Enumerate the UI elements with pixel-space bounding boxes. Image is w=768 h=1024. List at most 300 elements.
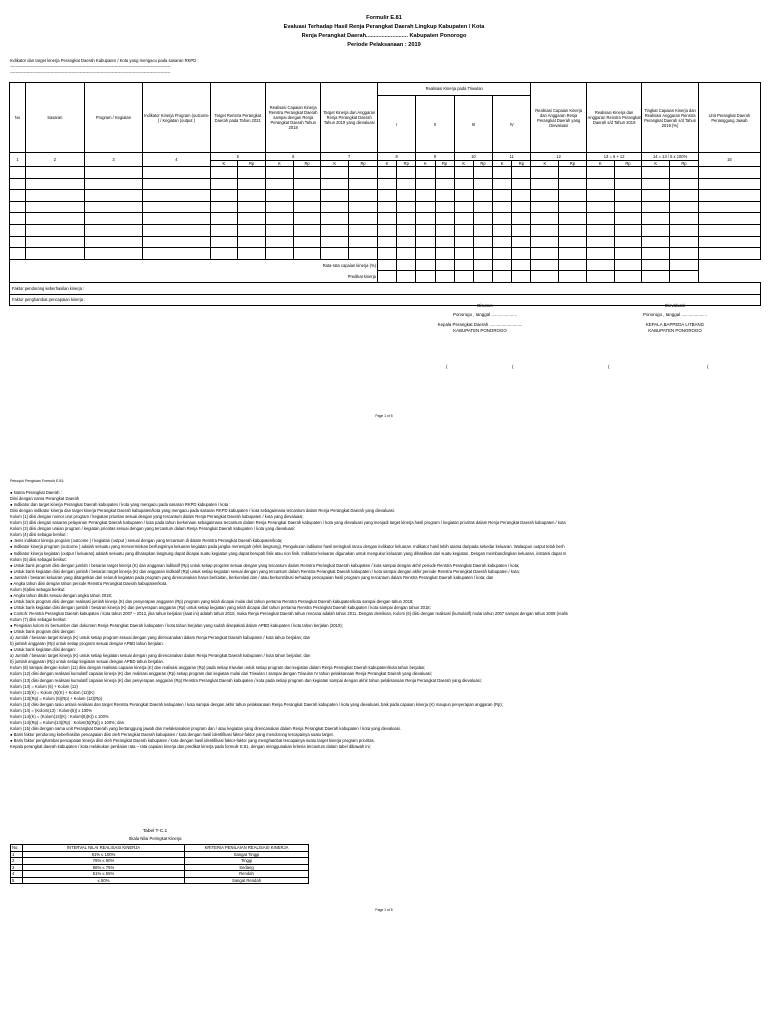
table-cell: [26, 190, 85, 202]
table-cell: [531, 201, 559, 213]
table-cell: [614, 167, 642, 179]
table-cell: [349, 248, 378, 260]
guide-line: a) Jumlah / besaran target kinerja (K) untuk setiap program sesuai dengan yang direncanakan dalam Renja Perangkat Daerah kabupaten / kota tahun berjalan; dan: [10, 635, 311, 641]
rata-rata-cell: [473, 259, 492, 271]
table-cell: [349, 201, 378, 213]
table-cell: [559, 190, 587, 202]
rp-label: Rp: [614, 161, 642, 167]
table-cell: [349, 213, 378, 225]
table-cell: [614, 248, 642, 260]
table-cell: [435, 178, 454, 190]
col-num: 3: [84, 153, 143, 167]
table-cell: [321, 213, 349, 225]
header-indikator: Indikator Kinerja Program (outcome ) / Kegiatan (output ): [143, 83, 210, 153]
table-cell: [84, 248, 143, 260]
table-cell: [349, 190, 378, 202]
table-cell: [670, 190, 699, 202]
table-cell: [493, 190, 512, 202]
header-tw2: II: [416, 96, 454, 152]
table-cell: [473, 248, 492, 260]
sig-kepala-right: KEPALA BAPPEDA LITBANG: [645, 322, 705, 327]
skala-no: 3: [11, 864, 23, 871]
k-label: K: [265, 161, 293, 167]
table-cell: [293, 190, 321, 202]
predikat-cell: [473, 271, 492, 283]
table-cell: [397, 201, 416, 213]
predikat-cell: [512, 271, 531, 283]
table-cell: [349, 178, 378, 190]
skala-row: [11, 877, 309, 884]
guide-line: ● Untuk baris kegiatan diisi dengan:: [10, 647, 76, 653]
header-target-renstra: Target Renstra Perangkat Daerah pada Tahun 2021: [210, 83, 265, 153]
table-cell: [377, 248, 396, 260]
col-num: 13 = 6 + 12: [586, 153, 641, 161]
table-cell: [531, 224, 559, 236]
table-cell: [670, 236, 699, 248]
skala-h-interval: INTERVAL NILAI REALISASI KINERJA: [23, 845, 185, 852]
table-cell: [435, 167, 454, 179]
col-num: 4: [143, 153, 210, 167]
skala-body: [11, 851, 309, 884]
table-cell: [84, 190, 143, 202]
guide-line: ● Untuk baris program diisi dengan realisasi jumlah kinerja (K) dan penyerapan anggaran (Rp) program yang telah dicapai mulai dari tahun pertama Renstra Perangkat Daerah kabupaten/kota sampai dengan tahun 2018;: [10, 598, 414, 604]
table-cell: [265, 236, 293, 248]
guide-line: Kolom (15) diisi dengan nama unit Perangkat Daerah yang bertanggung jawab dan melaksanakan program dan / atau kegiatan yang direncanakan dalam Renja Perangkat Daerah kabupaten / kota yang dievaluasi.: [10, 725, 401, 731]
table-cell: [473, 236, 492, 248]
table-cell: [435, 213, 454, 225]
table-cell: [210, 178, 238, 190]
guide-line: ● Baris faktor pendorong keberhasilan pencapaian diisi oleh Perangkat Daerah kabupaten / kota dengan hasil identifikasi faktor-faktor yang mendorong tercapainya suatu target.: [10, 731, 334, 737]
rata-rata-cell: [614, 259, 642, 271]
table-cell: [454, 248, 473, 260]
rata-rata-cell: [642, 259, 670, 271]
table-cell: [210, 248, 238, 260]
skala-h-kriteria: KRITERIA PENILAIAN REALISASI KINERJA: [185, 845, 309, 852]
rata-rata-blank: [698, 259, 760, 271]
table-cell: [512, 201, 531, 213]
table-cell: [559, 224, 587, 236]
table-row: [10, 167, 761, 179]
header-tw3: III: [455, 96, 493, 152]
table-body: [10, 167, 761, 260]
rata-rata-cell: [416, 259, 435, 271]
form-title: Evaluasi Terhadap Hasil Renja Perangkat Daerah Lingkup Kabupaten / Kota: [283, 24, 485, 30]
guide-line: ● Untuk baris program diisi dengan:: [10, 629, 76, 635]
table-cell: [143, 248, 210, 260]
col-num: 9: [416, 153, 454, 161]
skala-h-no: No.: [11, 845, 23, 852]
guide-line: ● Nama Perangkat Daerah :: [10, 490, 62, 496]
predikat-label: Predikat kinerja: [10, 271, 378, 283]
predikat-blank: [698, 271, 760, 283]
col-num: 1: [10, 153, 26, 167]
table-cell: [614, 236, 642, 248]
table-cell: [377, 201, 396, 213]
guide-title: Petunjuk Pengisian Formulir E.81:: [10, 479, 65, 483]
k-label: K: [642, 161, 670, 167]
predikat-cell: [531, 271, 559, 283]
table-row: [10, 190, 761, 202]
table-cell: [559, 213, 587, 225]
skala-kriteria: Tinggi: [185, 858, 309, 865]
rata-rata-cell: [377, 259, 396, 271]
table-cell: [493, 167, 512, 179]
table-cell: [586, 248, 614, 260]
header-tingkat-capaian: Tingkat Capaian Kinerja dan Realisasi Anggaran Renstra Perangkat Daerah s/d Tahun 2019 (%): [642, 83, 699, 153]
predikat-cell: [397, 271, 416, 283]
guide-line: Kepala perangkat daerah kabupaten / kota melakukan penilaian rata – rata capaian kinerja dan predikat kinerja pada formulir E.81, dengan menggunakan kriteria tercantum dalam tabel dibawah ini;: [10, 744, 371, 750]
table-row: [10, 248, 761, 260]
table-cell: [435, 190, 454, 202]
table-cell: [531, 248, 559, 260]
guide-line: Kolom (2) diisi dengan sasaran pelayanan Perangkat Daerah kabupaten / kota pada tahun berkenaan sebagaimana tercantum dalam Renja Perangkat Daerah kabupaten / kota yang dievaluasi yang menjadi target kinerja hasil program / kegiatan prioritas dalam Renja Perangkat Daerah kabupaten / kota: [10, 520, 566, 526]
table-cell: [10, 236, 26, 248]
header-tw4: IV: [509, 121, 514, 127]
rp-label: Rp: [670, 161, 699, 167]
k-label: K: [210, 161, 238, 167]
col-num: 7: [321, 153, 378, 161]
guide-line: b) jumlah anggaran (Rp) untuk setiap program sesuai dengan APBD tahun berjalan.: [10, 641, 164, 647]
rp-label: Rp: [435, 161, 454, 167]
form-header: [0, 14, 768, 50]
table-cell: [559, 236, 587, 248]
guide-line: Kolom (8) sampai dengan kolom (11) diisi dengan realisasi capaian kinerja (K) dan realisasi anggaran (Rp) pada setiap triwulan untuk setiap program dan kegiatan dalam Renja Perangkat Daerah kabupaten/kota tahun berjalan;: [10, 665, 426, 671]
guide-line: ● Untuk baris kegiatan diisi dengan jumlah / besaran target kinerja (K) dan anggaran indikatif (Rp) untuk setiap kegiatan sesuai dengan yang tercantum dalam Renstra Perangkat Daerah kabupaten / kota sampai dengan akhir periode Renstra Perangkat Daerah kabupaten / kota;: [10, 568, 520, 574]
table-cell: [377, 167, 396, 179]
table-cell: [265, 224, 293, 236]
skala-no: 1: [11, 851, 23, 858]
table-cell: [238, 167, 266, 179]
table-cell: [397, 178, 416, 190]
sig-dievaluasi: Dievaluasi: [664, 303, 686, 308]
guide-line: Kolom (13) = Kolom (6) + Kolom (12): [10, 683, 78, 689]
table-cell: [143, 224, 210, 236]
sig-bracket-right-end: (: [707, 364, 709, 369]
sig-kab-right: KABUPATEN PONOROGO: [648, 328, 702, 333]
guide-line: ● Baris faktor penghambat pencapaian kinerja diisi oleh Perangkat Daerah kabupaten / kota dengan hasil identifikasi faktor-faktor yang menghambat tercapainya suatu target kinerja program prioritas.: [10, 737, 375, 743]
page-number: Page 1 of 5: [375, 908, 393, 912]
table-cell: [531, 167, 559, 179]
table-cell: [642, 178, 670, 190]
table-cell: [210, 224, 238, 236]
intro-dashes: -------------------------------------------------------------------------------------------------------------------: [10, 64, 171, 69]
col-num: 10: [454, 153, 492, 161]
skala-no: 5: [11, 877, 23, 884]
table-cell: [397, 248, 416, 260]
table-cell: [238, 213, 266, 225]
table-cell: [531, 213, 559, 225]
table-cell: [512, 248, 531, 260]
table-cell: [416, 248, 435, 260]
rp-label: Rp: [512, 161, 531, 167]
table-cell: [377, 224, 396, 236]
k-label: K: [586, 161, 614, 167]
sig-bracket-left: (: [446, 364, 448, 369]
table-cell: [416, 213, 435, 225]
header-target-2019: Target Kinerja dan Anggaran Renja Perangkat Daerah Tahun 2019 yang dievaluasi: [321, 83, 378, 153]
table-cell: [642, 236, 670, 248]
rata-rata-cell: [586, 259, 614, 271]
col-num: 11: [493, 153, 531, 161]
sig-tanggal-right: Ponorogo , tanggal .....................: [643, 312, 707, 317]
table-cell: [435, 201, 454, 213]
table-cell: [435, 224, 454, 236]
table-cell: [238, 190, 266, 202]
table-cell: [698, 213, 760, 225]
table-cell: [210, 201, 238, 213]
table-cell: [454, 178, 473, 190]
table-row: [10, 178, 761, 190]
table-cell: [698, 190, 760, 202]
evaluation-table: [9, 82, 761, 306]
table-cell: [698, 248, 760, 260]
table-cell: [698, 201, 760, 213]
table-row: [10, 236, 761, 248]
table-cell: [349, 224, 378, 236]
rata-rata-cell: [397, 259, 416, 271]
col-num: 15: [698, 153, 760, 167]
table-cell: [143, 167, 210, 179]
sig-tanggal-left: Ponorogo , tanggal .....................: [453, 312, 517, 317]
faktor-pendorong-row: [10, 282, 761, 294]
table-cell: [512, 190, 531, 202]
predikat-cell: [642, 271, 670, 283]
k-label: K: [377, 161, 396, 167]
guide-line: Kolom (12) diisi dengan realisasi kumulatif capaian kinerja (K) dan realisasi anggaran (Rp) setiap program dan kegiatan mulai dari Triwulan I sampai dengan Triwulan IV tahun pelaksanaan Renja Perangkat Daerah yang dievaluasi;: [10, 671, 432, 677]
table-cell: [454, 236, 473, 248]
table-cell: [493, 236, 512, 248]
table-cell: [698, 178, 760, 190]
table-cell: [10, 201, 26, 213]
table-cell: [84, 178, 143, 190]
header-triwulan: Realisasi Kinerja pada Triwulan: [378, 83, 531, 96]
table-cell: [670, 167, 699, 179]
signature-left-office: [400, 320, 560, 335]
table-cell: [26, 213, 85, 225]
header-realisasi-capaian: Realisasi Capaian Kinerja Renstra Perangkat Daerah sampai dengan Renja Perangkat Daerah Tahun 2018: [265, 83, 320, 153]
table-cell: [143, 213, 210, 225]
table-cell: [10, 167, 26, 179]
table-cell: [265, 248, 293, 260]
table-cell: [349, 167, 378, 179]
predikat-row: [10, 271, 761, 283]
guide-line: ● Indikator dan target kinerja Perangkat Daerah kabupaten / kota yang mengacu pada sasaran RKPD kabupaten / kota :: [10, 502, 231, 508]
table-cell: [454, 190, 473, 202]
header-realisasi-renja: Realisasi Capaian Kinerja dan Anggaran Renja Perangkat Daerah yang Dievaluasi: [531, 83, 586, 153]
guide-line: ● Untuk baris program diisi dengan jumlah / besaran target kinerja (K) dan anggaran indikatif (Rp) untuk setiap program sesuai dengan yang tercantum dalam Renstra Perangkat Daerah kabupaten / kota sampai dengan akhir periode Renstra Perangkat Daerah kabupaten / kota;: [10, 562, 520, 568]
guide-line: Diisi dengan indikator kinerja dan target kinerja Perangkat Daerah kabupaten/kota yang mengacu pada sasaran RKPD kabupaten / kota sebagaimana tercantum dalam Renja Perangkat Daerah yang dievaluasi.: [10, 508, 395, 514]
predikat-cell: [416, 271, 435, 283]
skala-subtitle: Skala Nilai Peringkat Kinerja: [128, 836, 182, 841]
signature-right: [590, 301, 760, 319]
rata-rata-cell: [670, 259, 699, 271]
header-unit: Unit Perangkat Daerah Penanggung Jawab: [698, 83, 760, 153]
rp-label: Rp: [238, 161, 266, 167]
table-cell: [210, 190, 238, 202]
table-cell: [586, 201, 614, 213]
table-cell: [265, 190, 293, 202]
table-cell: [670, 213, 699, 225]
table-cell: [238, 248, 266, 260]
table-cell: [512, 213, 531, 225]
sig-kab-left: KABUPATEN PONOROGO: [453, 328, 507, 333]
table-cell: [321, 248, 349, 260]
rp-label: Rp: [397, 161, 416, 167]
k-label: K: [493, 161, 512, 167]
table-cell: [586, 190, 614, 202]
rata-rata-cell: [512, 259, 531, 271]
table-cell: [377, 236, 396, 248]
col-num: 14 = 13 / 5 x 100%: [642, 153, 699, 161]
table-cell: [10, 190, 26, 202]
rata-rata-label: Rata-rata capaian kinerja (%): [10, 259, 378, 271]
table-cell: [559, 248, 587, 260]
form-subtitle: Renja Perangkat Daerah........................... Kabupaten Ponorogo: [301, 33, 467, 39]
predikat-cell: [670, 271, 699, 283]
skala-interval: 91% ≤ 100%: [23, 851, 185, 858]
table-cell: [293, 224, 321, 236]
table-cell: [265, 167, 293, 179]
table-cell: [293, 248, 321, 260]
table-cell: [293, 167, 321, 179]
guide-line: ● Angka tahun ditulis sesuai dengan angka tahun 2018;: [10, 592, 112, 598]
table-cell: [377, 213, 396, 225]
table-cell: [143, 190, 210, 202]
guide-line: ● Untuk baris kegiatan diisi dengan jumlah / besaran kinerja (K) dan penyerapan anggaran (Rp) untuk setiap kegiatan yang telah dicapai dari tahun pertama Renstra Perangkat Daerah kabupaten / kota sampai dengan tahun 2018;: [10, 604, 431, 610]
table-cell: [493, 224, 512, 236]
table-cell: [397, 167, 416, 179]
table-cell: [293, 178, 321, 190]
table-cell: [473, 167, 492, 179]
table-cell: [84, 201, 143, 213]
guide-line: ● Indikator kinerja program (outcome ) adalah sesuatu yang mencerminkan berfungsinya keluaran kegiatan pada jangka menengah (efek langsung). Pengukuran indikator hasil seringkali rancu dengan indikator keluaran. Indikator hasil lebih utama daripada sekedar keluaran. Walaupun output telah berh: [10, 544, 565, 550]
faktor-penghambat: Faktor penghambat pencapaian kinerja :: [10, 294, 761, 306]
table-cell: [416, 178, 435, 190]
rata-rata-cell: [559, 259, 587, 271]
table-cell: [377, 190, 396, 202]
table-cell: [642, 167, 670, 179]
table-cell: [614, 213, 642, 225]
table-cell: [293, 236, 321, 248]
header-no: No: [10, 83, 26, 153]
rp-label: Rp: [473, 161, 492, 167]
table-cell: [698, 236, 760, 248]
table-cell: [416, 167, 435, 179]
table-cell: [293, 213, 321, 225]
table-cell: [670, 248, 699, 260]
table-cell: [84, 167, 143, 179]
predikat-cell: [559, 271, 587, 283]
guide-line: ● Angka tahun diisi dengan tahun periode Renstra Perangkat Daerah kabupaten/kota.: [10, 580, 168, 586]
table-cell: [512, 224, 531, 236]
guide-line: Diisi dengan nama Perangkat Daerah: [10, 496, 80, 502]
header-program: Program / Kegiatan: [84, 83, 143, 153]
rata-rata-cell: [493, 259, 512, 271]
table-cell: [473, 190, 492, 202]
rata-rata-cell: [531, 259, 559, 271]
guide-section: [10, 478, 765, 750]
guide-line: Kolom (5) diisi sebagai berikut:: [10, 556, 67, 562]
table-cell: [642, 248, 670, 260]
skala-interval: 51% ≤ 65%: [23, 871, 185, 878]
table-row: [10, 224, 761, 236]
table-cell: [531, 178, 559, 190]
table-cell: [84, 224, 143, 236]
header-triwulan-group: [377, 83, 531, 153]
table-cell: [143, 236, 210, 248]
sig-bracket-right: (: [608, 364, 610, 369]
guide-line: ● Indikator kinerja kegiatan (output / keluaran) adalah sesuatu yang diharapkan langsung dapat dicapai suatu kegiatan yang dapat berupah fisik atau non fisik. Indikator keluaran digunakan untuk mengukur keluaran yang dihasilkan dari suatu kegiatan. Dengan membandingkan keluaran, instansi dapat m: [10, 550, 567, 556]
table-cell: [210, 167, 238, 179]
table-cell: [377, 178, 396, 190]
table-cell: [473, 213, 492, 225]
table-cell: [512, 167, 531, 179]
table-cell: [670, 224, 699, 236]
table-cell: [642, 224, 670, 236]
rata-rata-cell: [435, 259, 454, 271]
signature-right-office: [590, 320, 760, 335]
table-cell: [493, 213, 512, 225]
table-cell: [84, 213, 143, 225]
col-num: 8: [377, 153, 415, 161]
table-cell: [265, 201, 293, 213]
table-cell: [10, 248, 26, 260]
sig-bracket-left-end: (: [512, 364, 514, 369]
table-cell: [586, 167, 614, 179]
table-cell: [559, 178, 587, 190]
skala-interval: 76% ≤ 90%: [23, 858, 185, 865]
table-cell: [26, 224, 85, 236]
table-cell: [614, 201, 642, 213]
table-cell: [26, 167, 85, 179]
skala-interval: 66% ≤ 75%: [23, 864, 185, 871]
signature-left: [395, 301, 575, 319]
predikat-cell: [614, 271, 642, 283]
table-cell: [435, 248, 454, 260]
skala-kriteria: Sangat Rendah: [185, 877, 309, 884]
skala-kriteria: Sangat Tinggi: [185, 851, 309, 858]
table-cell: [454, 201, 473, 213]
table-cell: [397, 190, 416, 202]
form-period: Periode Pelaksanaan : 2019: [347, 42, 421, 48]
header-tw1: I: [378, 96, 416, 152]
table-cell: [454, 224, 473, 236]
table-cell: [698, 167, 760, 179]
table-cell: [321, 190, 349, 202]
col-num: 6: [265, 153, 320, 161]
table-cell: [321, 178, 349, 190]
table-cell: [454, 167, 473, 179]
table-cell: [26, 248, 85, 260]
table-cell: [265, 178, 293, 190]
guide-line: Kolom (13)(K) = Kolom (6)(K) + Kolom (12)(K): [10, 689, 95, 695]
guide-line: Kolom (7) diisi sebagai berikut:: [10, 617, 67, 623]
table-cell: [642, 213, 670, 225]
header-realisasi-sd: Realisasi Kinerja dan Anggaran Renstra Perangkat Daerah s/d Tahun 2019: [586, 83, 641, 153]
table-cell: [559, 167, 587, 179]
guide-line: ● Pengisian kolom ini bersumber dari dokumen Renja Perangkat Daerah kabupaten / kota tahun berjalan yang sudah disepakati dalam APBD kabupaten / kota tahun berjalan (2019);: [10, 623, 343, 629]
table-cell: [559, 201, 587, 213]
form-code: Formulir E.81: [366, 15, 402, 21]
table-cell: [614, 190, 642, 202]
table-cell: [586, 224, 614, 236]
table-cell: [293, 201, 321, 213]
table-cell: [321, 201, 349, 213]
rp-label: Rp: [349, 161, 378, 167]
table-cell: [143, 201, 210, 213]
table-cell: [473, 201, 492, 213]
table-cell: [84, 236, 143, 248]
